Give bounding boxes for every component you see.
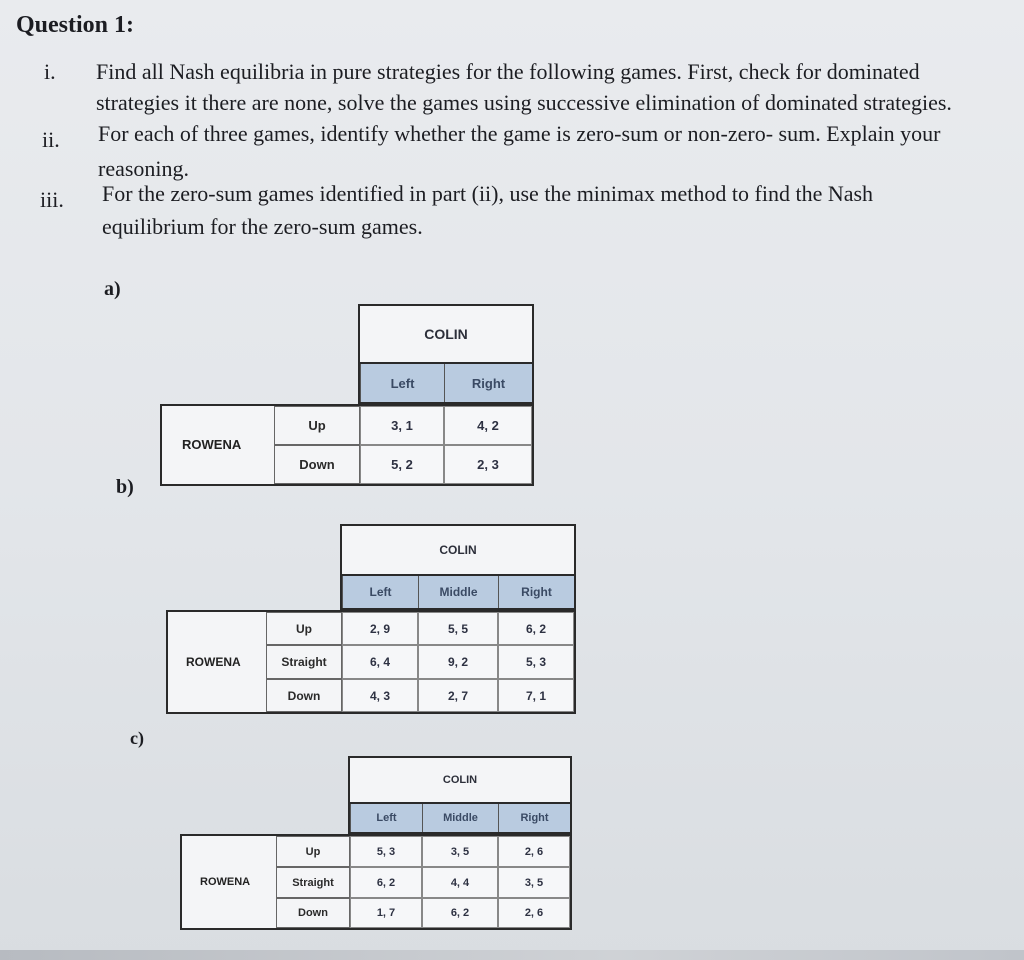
bottom-edge-bar	[0, 950, 1024, 960]
col-header-right: Right	[498, 804, 570, 832]
item-line: strategies it there are none, solve the games using successive elimination of dominated strategies.	[96, 90, 952, 115]
row-label-down: Down	[276, 898, 350, 928]
payoff-cell: 2, 6	[498, 898, 570, 928]
item-line: equilibrium for the zero-sum games.	[102, 214, 423, 239]
col-header-middle: Middle	[418, 576, 498, 608]
payoff-cell: 5, 3	[498, 645, 574, 679]
payoff-cell: 5, 5	[418, 612, 498, 645]
item-number: i.	[44, 59, 56, 84]
row-label-straight: Straight	[266, 645, 342, 679]
colin-header: COLIN	[348, 756, 572, 804]
row-label-up: Up	[276, 836, 350, 867]
payoff-cell: 4, 3	[342, 679, 418, 712]
col-header-left: Left	[342, 576, 418, 608]
item-line: reasoning.	[98, 156, 190, 181]
row-label-down: Down	[266, 679, 342, 712]
payoff-cell: 5, 3	[350, 836, 422, 867]
game-label-b: b)	[116, 476, 134, 498]
game-label-a: a)	[104, 278, 121, 300]
item-number: ii.	[42, 127, 60, 152]
col-header-right: Right	[444, 364, 532, 402]
payoff-cell: 1, 7	[350, 898, 422, 928]
payoff-cell: 2, 9	[342, 612, 418, 645]
payoff-cell: 3, 1	[360, 406, 444, 445]
payoff-cell: 9, 2	[418, 645, 498, 679]
item-line: Find all Nash equilibria in pure strategies for the following games. First, check for dominated	[96, 59, 920, 84]
item-i	[44, 56, 1014, 118]
rowena-label: ROWENA	[186, 655, 241, 669]
payoff-cell: 5, 2	[360, 445, 444, 484]
payoff-cell: 2, 3	[444, 445, 532, 484]
item-line: For the zero-sum games identified in part (ii), use the minimax method to find the Nash	[102, 181, 874, 206]
payoff-cell: 4, 4	[422, 867, 498, 898]
payoff-cell: 6, 4	[342, 645, 418, 679]
item-line: For each of three games, identify whether the game is zero-sum or non-zero- sum. Explain your	[98, 121, 941, 146]
payoff-cell: 7, 1	[498, 679, 574, 712]
col-header-right: Right	[498, 576, 574, 608]
row-label-up: Up	[266, 612, 342, 645]
row-label-down: Down	[274, 445, 360, 484]
rowena-label: ROWENA	[182, 436, 242, 452]
payoff-cell: 4, 2	[444, 406, 532, 445]
item-ii	[42, 118, 1012, 180]
payoff-cell: 3, 5	[498, 867, 570, 898]
payoff-cell: 6, 2	[350, 867, 422, 898]
payoff-cell: 3, 5	[422, 836, 498, 867]
item-number: iii.	[40, 187, 64, 212]
payoff-cell: 2, 6	[498, 836, 570, 867]
payoff-cell: 2, 7	[418, 679, 498, 712]
colin-header: COLIN	[340, 524, 576, 576]
rowena-label: ROWENA	[200, 876, 251, 888]
col-header-middle: Middle	[422, 804, 498, 832]
col-header-left: Left	[350, 804, 422, 832]
row-label-straight: Straight	[276, 867, 350, 898]
game-label-c: c)	[130, 728, 144, 748]
row-label-up: Up	[274, 406, 360, 445]
colin-header: COLIN	[358, 304, 534, 364]
payoff-cell: 6, 2	[498, 612, 574, 645]
question-title: Question 1:	[16, 12, 135, 38]
col-header-left: Left	[360, 364, 444, 402]
payoff-cell: 6, 2	[422, 898, 498, 928]
item-iii	[40, 178, 1010, 240]
